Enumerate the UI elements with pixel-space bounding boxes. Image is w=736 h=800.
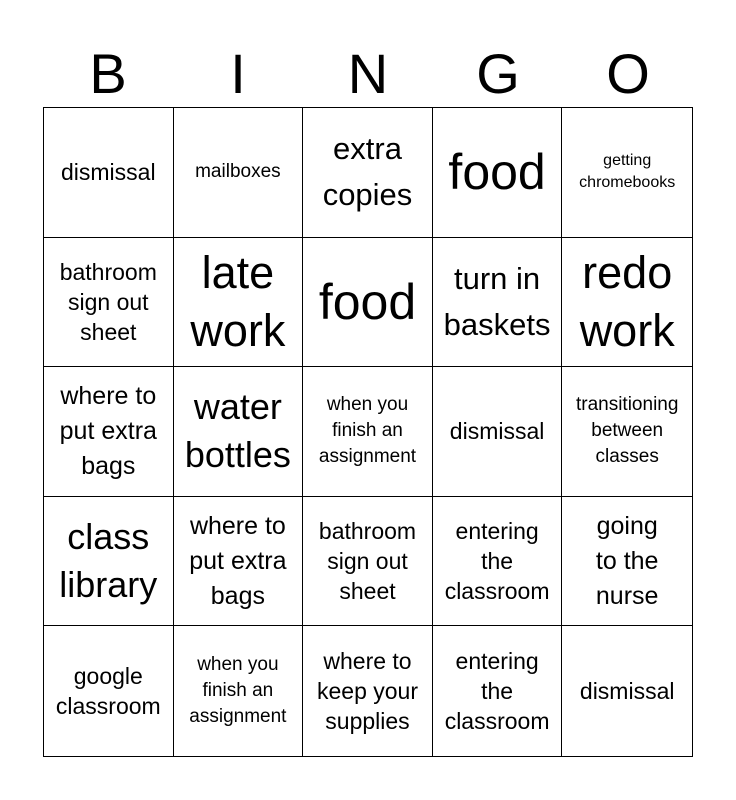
- header-letter-g: G: [476, 42, 520, 105]
- header-letter-b: B: [89, 42, 127, 105]
- bingo-cell-r2c4[interactable]: [433, 238, 563, 368]
- cell-text: entering the classroom: [444, 648, 550, 735]
- cell-text: mailboxes: [195, 161, 281, 183]
- bingo-cell-r5c3[interactable]: [303, 626, 433, 756]
- cell-text: redo work: [579, 246, 675, 356]
- bingo-board: [43, 107, 693, 757]
- bingo-cell-r4c3[interactable]: [303, 497, 433, 627]
- header-letter-n: N: [347, 42, 389, 105]
- bingo-cell-r2c5[interactable]: [562, 238, 692, 368]
- cell-text: when you finish an assignment: [318, 394, 417, 468]
- bingo-cell-r2c3[interactable]: [303, 238, 433, 368]
- header-letter-i: I: [230, 42, 246, 105]
- cell-text: food: [448, 144, 546, 201]
- bingo-cell-r1c4[interactable]: [433, 108, 563, 238]
- cell-text: going to the nurse: [595, 511, 659, 610]
- cell-text: water bottles: [184, 386, 291, 476]
- cell-text: bathroom sign out sheet: [59, 258, 157, 345]
- bingo-cell-r3c3[interactable]: [303, 367, 433, 497]
- cell-text: dismissal: [61, 159, 156, 186]
- bingo-cell-r3c2[interactable]: [174, 367, 304, 497]
- cell-text: bathroom sign out sheet: [318, 518, 417, 605]
- header-letter-o: O: [606, 42, 650, 105]
- bingo-cell-r5c5[interactable]: [562, 626, 692, 756]
- cell-text: where to put extra bags: [189, 511, 287, 610]
- bingo-cell-r4c4[interactable]: [433, 497, 563, 627]
- cell-text: where to put extra bags: [59, 381, 157, 480]
- bingo-cell-r5c4[interactable]: [433, 626, 563, 756]
- bingo-cell-r5c1[interactable]: [44, 626, 174, 756]
- bingo-cell-r1c3[interactable]: [303, 108, 433, 238]
- cell-text: when you finish an assignment: [189, 654, 287, 728]
- cell-text: dismissal: [579, 678, 675, 705]
- bingo-cell-r5c2[interactable]: [174, 626, 304, 756]
- bingo-header: [43, 40, 693, 108]
- cell-text: entering the classroom: [444, 518, 550, 605]
- bingo-cell-r2c1[interactable]: [44, 238, 174, 368]
- bingo-cell-r3c5[interactable]: [562, 367, 692, 497]
- bingo-cell-r3c4[interactable]: [433, 367, 563, 497]
- cell-text: class library: [59, 516, 158, 606]
- bingo-cell-r2c2[interactable]: [174, 238, 304, 368]
- bingo-cell-r1c1[interactable]: [44, 108, 174, 238]
- cell-text: transitioning between classes: [575, 394, 679, 468]
- cell-text: extra copies: [322, 131, 413, 213]
- bingo-cell-r4c5[interactable]: [562, 497, 692, 627]
- bingo-cell-r1c2[interactable]: [174, 108, 304, 238]
- cell-text: late work: [190, 246, 286, 356]
- bingo-cell-r4c2[interactable]: [174, 497, 304, 627]
- bingo-cell-r1c5[interactable]: [562, 108, 692, 238]
- cell-text: dismissal: [449, 418, 545, 445]
- cell-text: google classroom: [55, 663, 161, 720]
- cell-text: food: [318, 273, 417, 330]
- bingo-cell-r4c1[interactable]: [44, 497, 174, 627]
- cell-text: where to keep your supplies: [316, 648, 418, 735]
- cell-text: getting chromebooks: [579, 152, 676, 192]
- bingo-cell-r3c1[interactable]: [44, 367, 174, 497]
- cell-text: turn in baskets: [443, 260, 551, 342]
